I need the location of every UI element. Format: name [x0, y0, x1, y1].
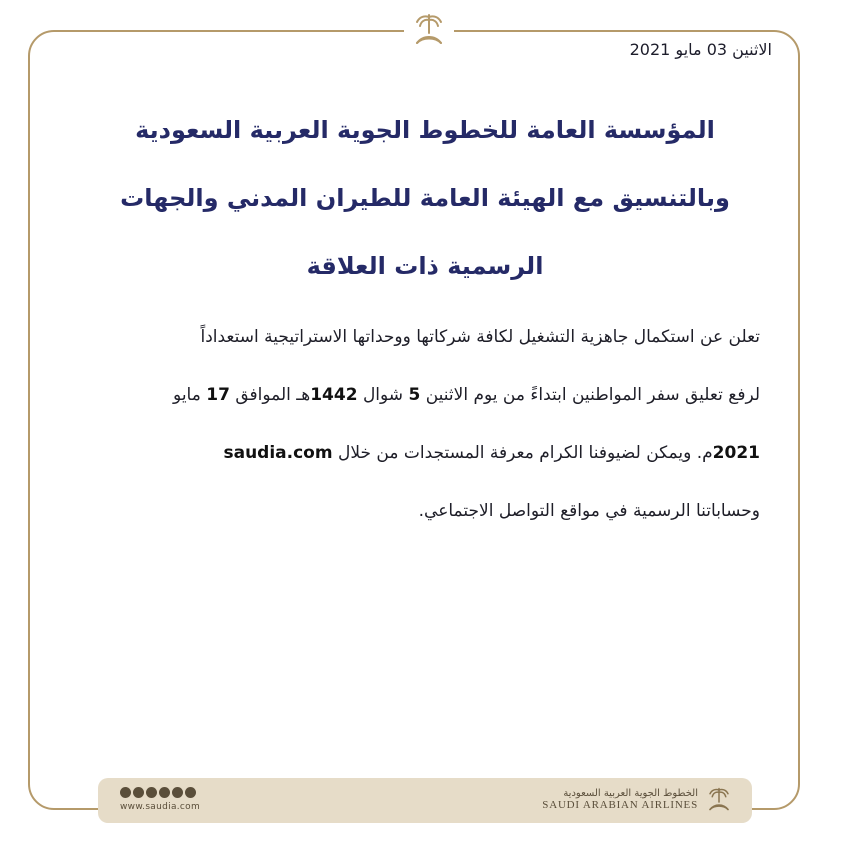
saudia-logo-icon — [704, 783, 734, 815]
palm-swords-emblem — [404, 4, 454, 54]
instagram-icon[interactable] — [133, 787, 144, 798]
youtube-icon[interactable] — [146, 787, 157, 798]
headline-line: وبالتنسيق مع الهيئة العامة للطيران المدني والجهات — [120, 184, 730, 212]
body-line: وحساباتنا الرسمية في مواقع التواصل الاجتماعي. — [418, 501, 760, 521]
body-line: 2021م. ويمكن لضيوفنا الكرام معرفة المستجدات من خلال saudia.com — [223, 443, 760, 463]
linkedin-icon[interactable] — [185, 787, 196, 798]
brand-logo — [542, 783, 734, 815]
headline — [60, 108, 790, 312]
website-link[interactable]: saudia.com — [223, 443, 333, 463]
palm-swords-icon — [409, 9, 449, 49]
snapchat-icon[interactable] — [120, 787, 131, 798]
body-line: لرفع تعليق سفر المواطنين ابتداءً من يوم الاثنين 5 شوال 1442هـ الموافق 17 مايو — [173, 385, 760, 405]
brand-name-arabic: الخطوط الجوية العربية السعودية — [563, 787, 698, 799]
footer-url[interactable]: www.saudia.com — [120, 802, 201, 812]
announcement-date: الاثنين 03 مايو 2021 — [629, 40, 772, 59]
announcement-body — [60, 320, 760, 552]
headline-line: الرسمية ذات العلاقة — [306, 252, 544, 280]
headline-line: المؤسسة العامة للخطوط الجوية العربية السعودية — [135, 116, 715, 144]
footer-bar — [98, 778, 752, 823]
social-icons — [120, 787, 196, 798]
brand-name-english: SAUDI ARABIAN AIRLINES — [542, 798, 698, 811]
twitter-icon[interactable] — [159, 787, 170, 798]
body-line: تعلن عن استكمال جاهزية التشغيل لكافة شركاتها ووحداتها الاستراتيجية استعداداً — [200, 327, 760, 347]
facebook-icon[interactable] — [172, 787, 183, 798]
